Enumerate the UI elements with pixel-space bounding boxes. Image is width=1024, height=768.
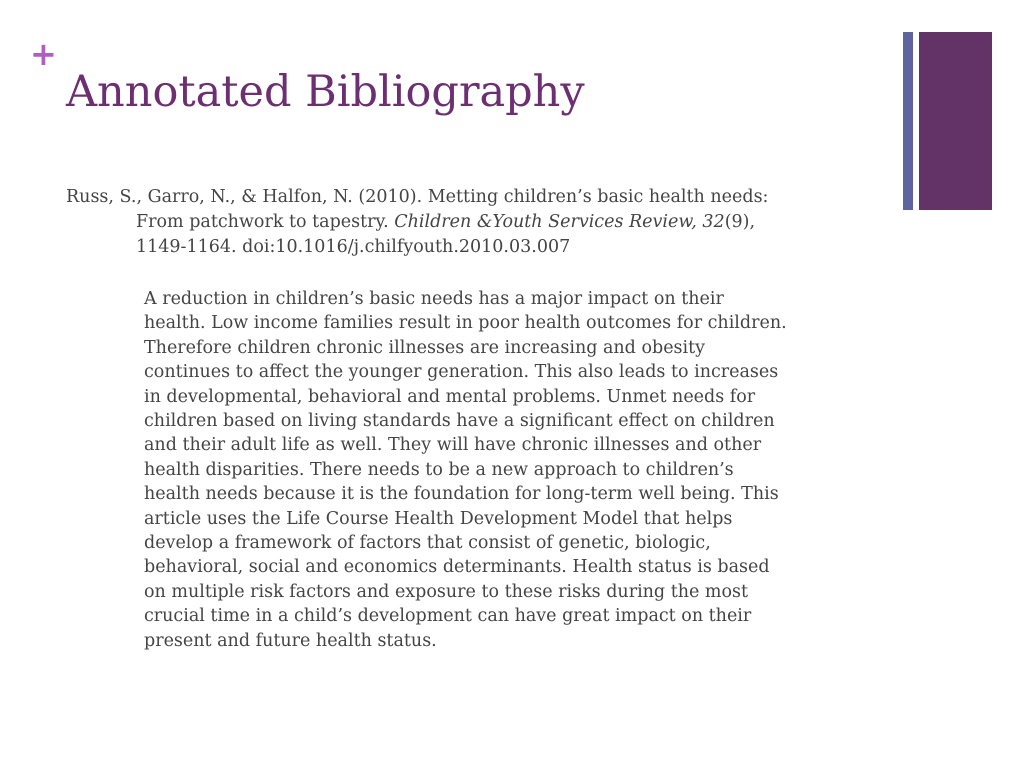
annotation-line: article uses the Life Course Health Development Model that helps xyxy=(144,508,733,529)
annotation-line: health. Low income families result in poor health outcomes for children. xyxy=(144,313,787,334)
citation-line-3: 1149-1164. doi:10.1016/j.chilfyouth.2010.03.007 xyxy=(136,237,571,257)
annotation-line: health disparities. There needs to be a new approach to children’s xyxy=(144,459,734,480)
annotation-line: crucial time in a child’s development can have great impact on their xyxy=(144,606,752,627)
annotation-line: health needs because it is the foundation for long-term well being. This xyxy=(144,484,779,505)
citation-line-2 xyxy=(66,210,896,235)
citation-journal: Children &Youth Services Review, 32 xyxy=(394,212,725,232)
annotation-line: behavioral, social and economics determinants. Health status is based xyxy=(144,557,770,578)
accent-bar-thick xyxy=(919,32,992,210)
annotation-line: continues to affect the younger generation. This also leads to increases xyxy=(144,362,779,383)
citation-article-title: From patchwork to tapestry. xyxy=(136,212,395,232)
annotation-paragraph xyxy=(144,287,904,653)
citation-issue: (9), xyxy=(724,212,756,232)
annotation-line: develop a framework of factors that consist of genetic, biologic, xyxy=(144,533,711,554)
plus-icon: + xyxy=(30,35,57,73)
annotation-line: in developmental, behavioral and mental problems. Unmet needs for xyxy=(144,386,756,407)
citation-line-1: Russ, S., Garro, N., & Halfon, N. (2010). Metting children’s basic health needs: xyxy=(66,187,769,207)
reference-citation xyxy=(66,185,896,260)
accent-bar-thin xyxy=(903,32,913,210)
annotation-line: Therefore children chronic illnesses are increasing and obesity xyxy=(144,337,706,358)
annotation-line: on multiple risk factors and exposure to these risks during the most xyxy=(144,581,749,602)
annotation-line: A reduction in children’s basic needs has a major impact on their xyxy=(144,289,724,309)
slide-title: Annotated Bibliography xyxy=(66,67,585,117)
annotation-line: and their adult life as well. They will have chronic illnesses and other xyxy=(144,435,762,456)
annotation-line: present and future health status. xyxy=(144,630,437,651)
annotation-line: children based on living standards have a significant effect on children xyxy=(144,411,775,432)
